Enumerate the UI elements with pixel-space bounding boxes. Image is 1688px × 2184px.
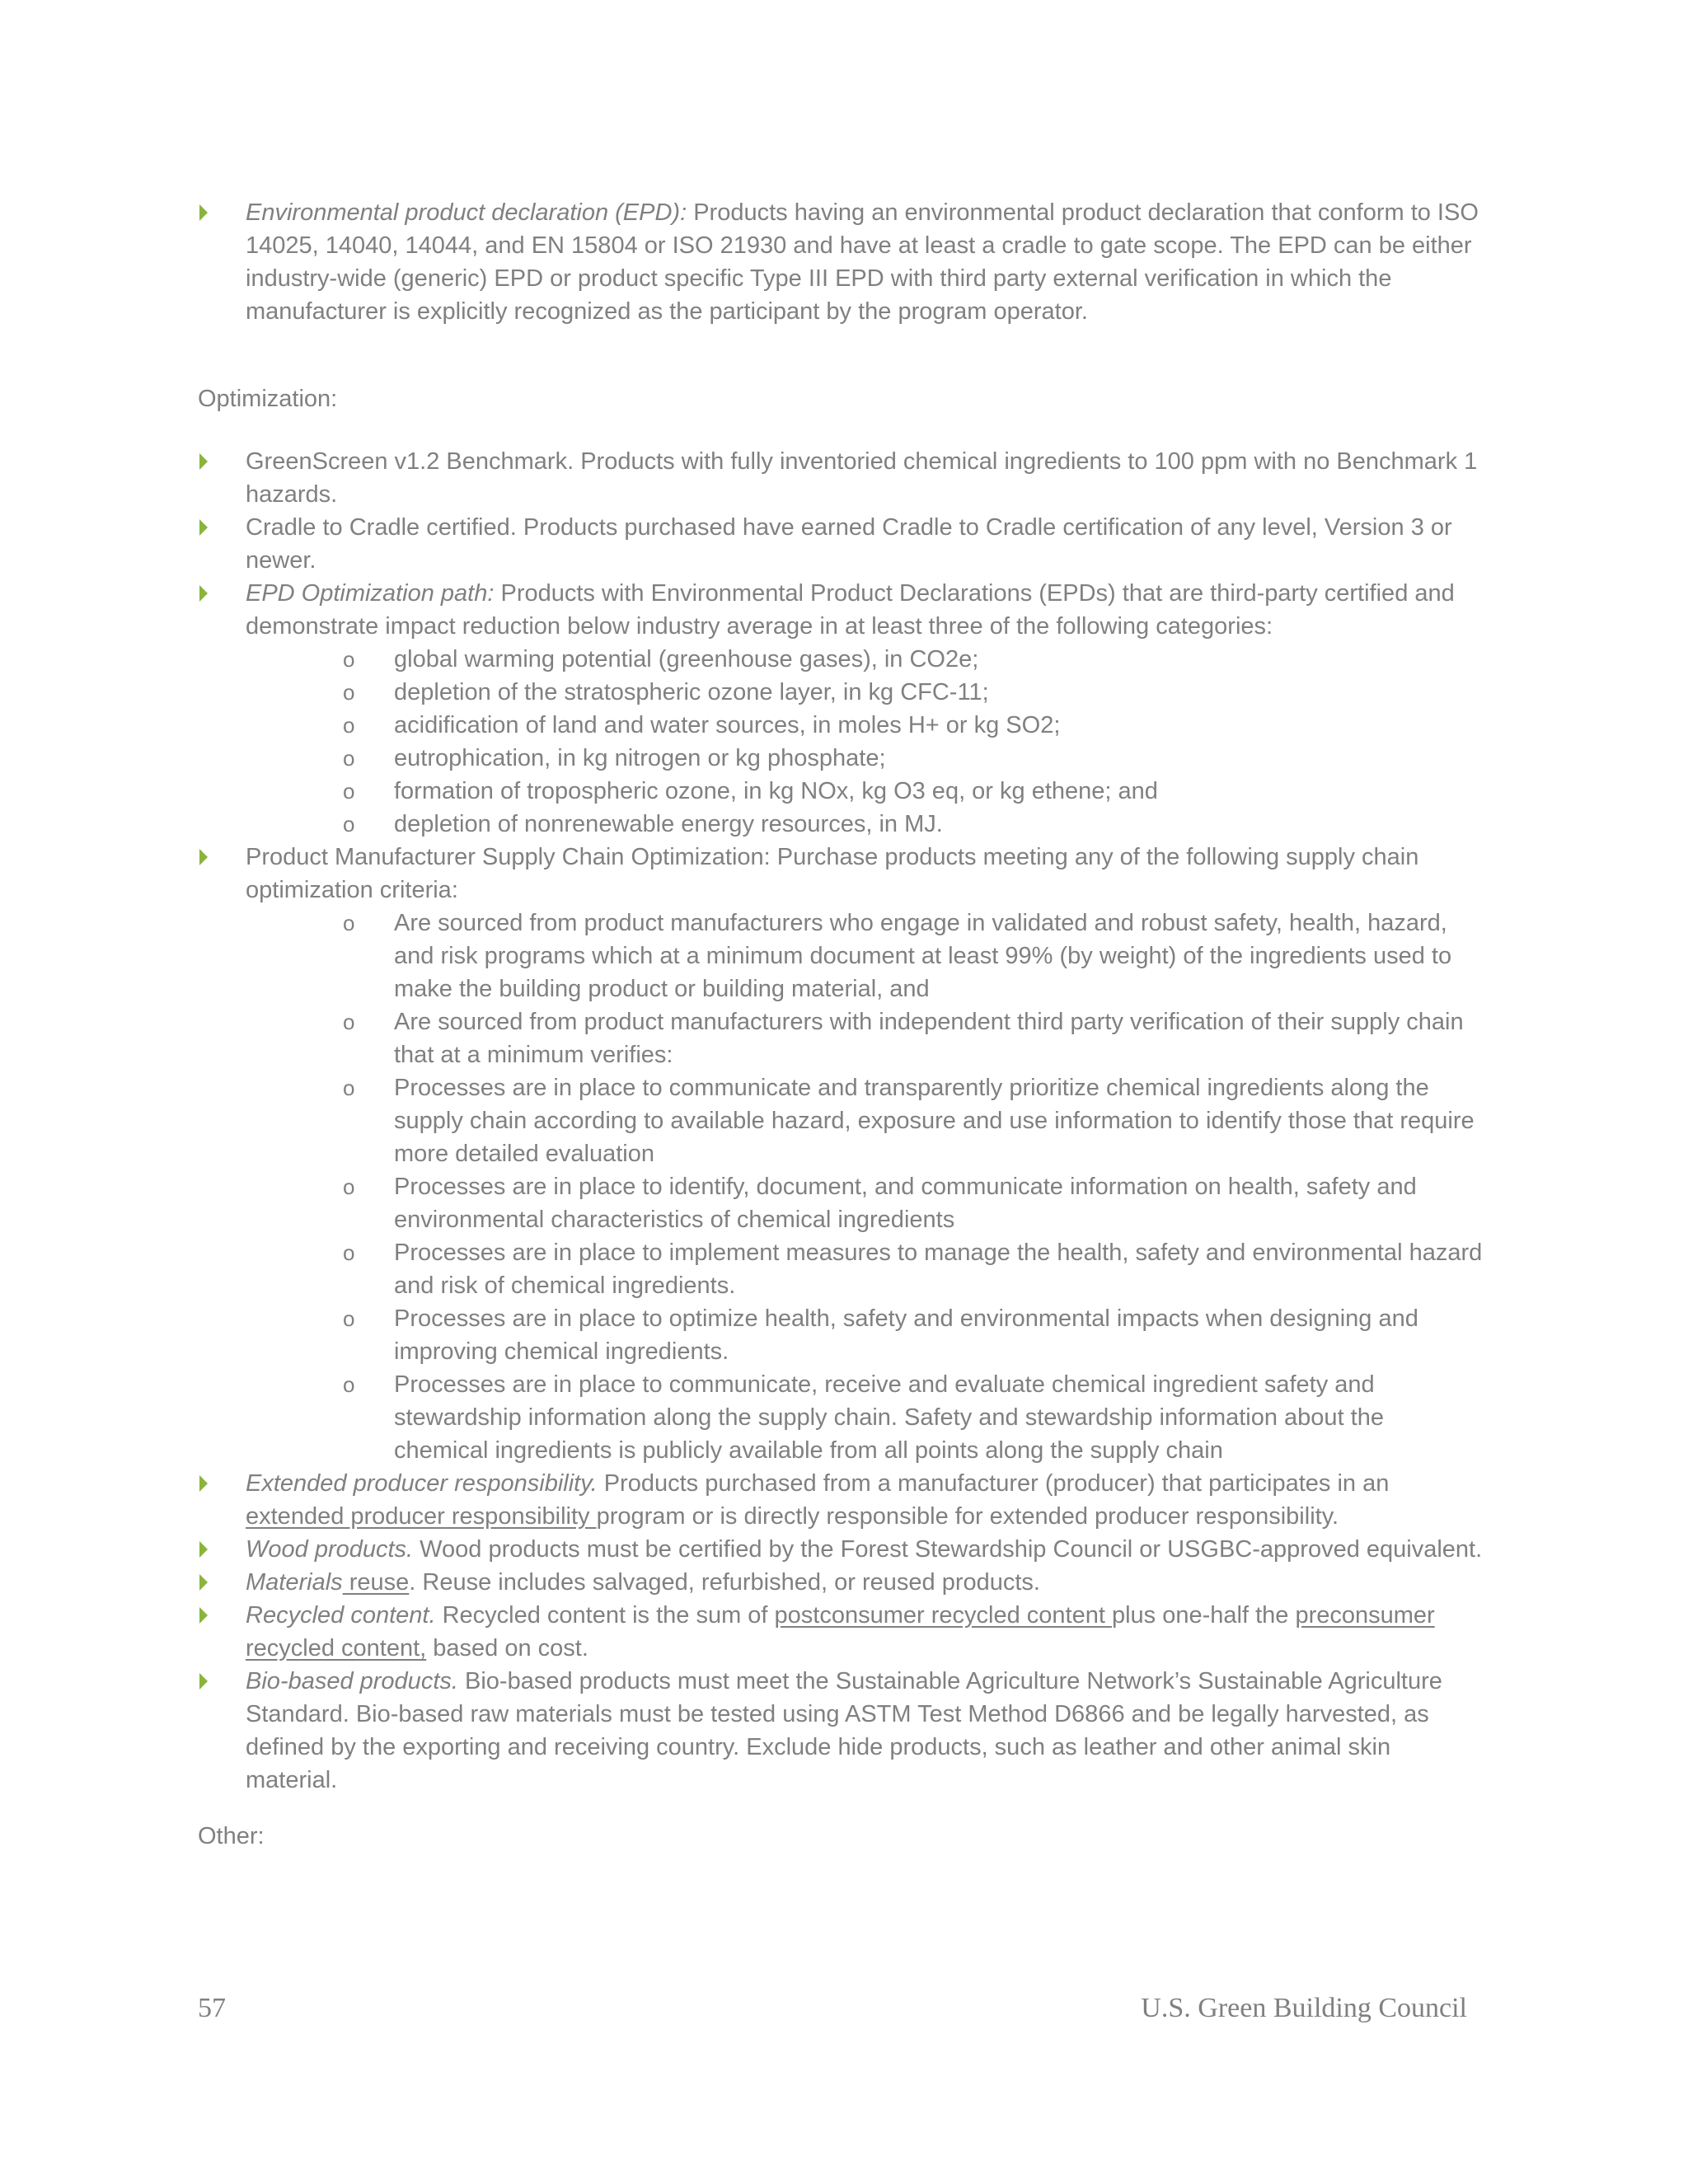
bullet-arrow-icon (199, 1673, 208, 1690)
sub-list-item (198, 907, 1484, 1005)
circle-bullet-icon: o (343, 746, 355, 771)
sub-list-item (198, 643, 1484, 676)
list-item-wood (198, 1533, 1484, 1566)
epr-link[interactable]: extended producer responsibility (246, 1503, 597, 1530)
sub-list-item-text: Are sourced from product manufacturers with independent third party verification of their supply chain that at a minimum verifies: (394, 1009, 1464, 1068)
list-item-reuse (198, 1566, 1484, 1599)
sub-list-item-text: Are sourced from product manufacturers who engage in validated and robust safety, health, hazard, and risk programs which at a minimum document at least 99% (by weight) of the ingredients used to make the building product or building material, and (394, 910, 1452, 1002)
circle-bullet-icon: o (343, 1076, 355, 1100)
c2c-text: Cradle to Cradle certified. Products purchased have earned Cradle to Cradle certification of any level, Version 3 or newer. (246, 514, 1452, 574)
sub-list-item (198, 1302, 1484, 1368)
list-item-epr (198, 1467, 1484, 1533)
sub-list-item (198, 709, 1484, 742)
sub-list-item-text: eutrophication, in kg nitrogen or kg phosphate; (394, 745, 886, 771)
list-item-greenscreen (198, 445, 1484, 511)
recycled-text-end: based on cost. (426, 1635, 588, 1661)
page-content (198, 196, 1484, 1853)
circle-bullet-icon: o (343, 1240, 355, 1265)
wood-label: Wood products. (246, 1536, 414, 1563)
wood-text: Wood products must be certified by the Forest Stewardship Council or USGBC-approved equivalent. (413, 1536, 1483, 1563)
recycled-label: Recycled content. (246, 1602, 436, 1629)
epr-text: Products purchased from a manufacturer (producer) that participates in an (597, 1470, 1390, 1497)
list-item-bio-based (198, 1665, 1484, 1797)
sub-list-item-text: formation of tropospheric ozone, in kg NOx, kg O3 eq, or kg ethene; and (394, 778, 1158, 804)
bullet-arrow-icon (199, 453, 208, 470)
supply-chain-text: Product Manufacturer Supply Chain Optimization: Purchase products meeting any of the following supply chain optimization criteria: (246, 844, 1419, 903)
epr-text-continued: program or is directly responsible for extended producer responsibility. (596, 1503, 1339, 1530)
list-item-epd-optimization (198, 577, 1484, 643)
sub-list-item (198, 1170, 1484, 1236)
circle-bullet-icon: o (343, 1174, 355, 1199)
epd-text: Products having an environmental product declaration that conform to ISO 14025, 14040, 14044, and EN 15804 or ISO 21930 and have at least a cradle to gate scope. The EPD can be either industry-wide (generic) EPD or product specific Type III EPD with third party external verification in which the manufacturer is explicitly recognized as the participant by the program operator. (246, 199, 1479, 325)
list-item-recycled (198, 1599, 1484, 1665)
epd-label: Environmental product declaration (EPD): (246, 199, 687, 226)
sub-list-item-text: depletion of nonrenewable energy resources, in MJ. (394, 811, 943, 837)
sub-list-item (198, 808, 1484, 841)
reuse-text: . Reuse includes salvaged, refurbished, or reused products. (409, 1569, 1040, 1596)
bullet-arrow-icon (199, 204, 208, 221)
sub-list-item-text: acidification of land and water sources, in moles H+ or kg SO2; (394, 712, 1061, 738)
page-number: 57 (198, 1993, 226, 2023)
sub-list-item (198, 1236, 1484, 1302)
circle-bullet-icon: o (343, 713, 355, 738)
other-heading: Other: (198, 1823, 265, 1849)
bio-based-text: Bio-based products must meet the Sustainable Agriculture Network’s Sustainable Agriculture Standard. Bio-based raw materials must be tested using ASTM Test Method D6866 and be legally harvested, as defined by the exporting and receiving country. Exclude hide products, such as leather and other animal skin material. (246, 1668, 1442, 1793)
sub-list-item (198, 775, 1484, 808)
sub-list-item (198, 742, 1484, 775)
epr-label: Extended producer responsibility. (246, 1470, 598, 1497)
bullet-arrow-icon (199, 1574, 208, 1591)
footer-publisher: U.S. Green Building Council (1141, 1993, 1467, 2023)
sub-list-item (198, 1071, 1484, 1170)
circle-bullet-icon: o (343, 1306, 355, 1331)
circle-bullet-icon: o (343, 911, 355, 935)
circle-bullet-icon: o (343, 1372, 355, 1397)
sub-list-item-text: depletion of the stratospheric ozone layer, in kg CFC-11; (394, 679, 989, 705)
bullet-arrow-icon (199, 849, 208, 865)
sub-list-item-text: Processes are in place to communicate and transparently prioritize chemical ingredients along the supply chain according to available hazard, exposure and use information to identify those that require more detailed evaluation (394, 1075, 1475, 1167)
optimization-heading: Optimization: (198, 386, 338, 412)
recycled-text-middle: plus one-half the (1111, 1602, 1296, 1629)
bullet-arrow-icon (199, 1607, 208, 1624)
bullet-arrow-icon (199, 1541, 208, 1558)
bullet-arrow-icon (199, 585, 208, 602)
bullet-arrow-icon (199, 519, 208, 536)
bullet-arrow-icon (199, 1475, 208, 1492)
sub-list-item (198, 1368, 1484, 1467)
list-item-c2c (198, 511, 1484, 577)
circle-bullet-icon: o (343, 680, 355, 705)
sub-list-item (198, 1005, 1484, 1071)
reuse-link[interactable]: reuse (342, 1569, 410, 1596)
bio-based-label: Bio-based products. (246, 1668, 458, 1694)
circle-bullet-icon: o (343, 779, 355, 804)
sub-list-item (198, 676, 1484, 709)
postconsumer-link[interactable]: postconsumer recycled content (774, 1602, 1112, 1629)
list-item-supply-chain (198, 841, 1484, 907)
circle-bullet-icon: o (343, 812, 355, 837)
preconsumer-link[interactable]: preconsumer recycled content, (246, 1602, 1435, 1661)
recycled-text: Recycled content is the sum of (435, 1602, 775, 1629)
sub-list-item-text: Processes are in place to communicate, receive and evaluate chemical ingredient safety and stewardship information along the supply chain. Safety and stewardship information about the chemical ingredients is publicly available from all points along the supply chain (394, 1371, 1384, 1464)
sub-list-item-text: Processes are in place to implement measures to manage the health, safety and environmental hazard and risk of chemical ingredients. (394, 1240, 1483, 1299)
epd-optimization-text: Products with Environmental Product Declarations (EPDs) that are third-party certified and demonstrate impact reduction below industry average in at least three of the following categories: (246, 580, 1455, 640)
greenscreen-text: GreenScreen v1.2 Benchmark. Products with fully inventoried chemical ingredients to 100 ppm with no Benchmark 1 hazards. (246, 448, 1478, 508)
circle-bullet-icon: o (343, 1010, 355, 1034)
list-item-epd (198, 196, 1484, 328)
sub-list-item-text: Processes are in place to optimize health, safety and environmental impacts when designing and improving chemical ingredients. (394, 1305, 1418, 1365)
reuse-label: Materials (246, 1569, 343, 1596)
circle-bullet-icon: o (343, 647, 355, 672)
sub-list-item-text: global warming potential (greenhouse gases), in CO2e; (394, 646, 979, 673)
epd-optimization-label: EPD Optimization path: (246, 580, 495, 607)
sub-list-item-text: Processes are in place to identify, document, and communicate information on health, safety and environmental characteristics of chemical ingredients (394, 1174, 1417, 1233)
